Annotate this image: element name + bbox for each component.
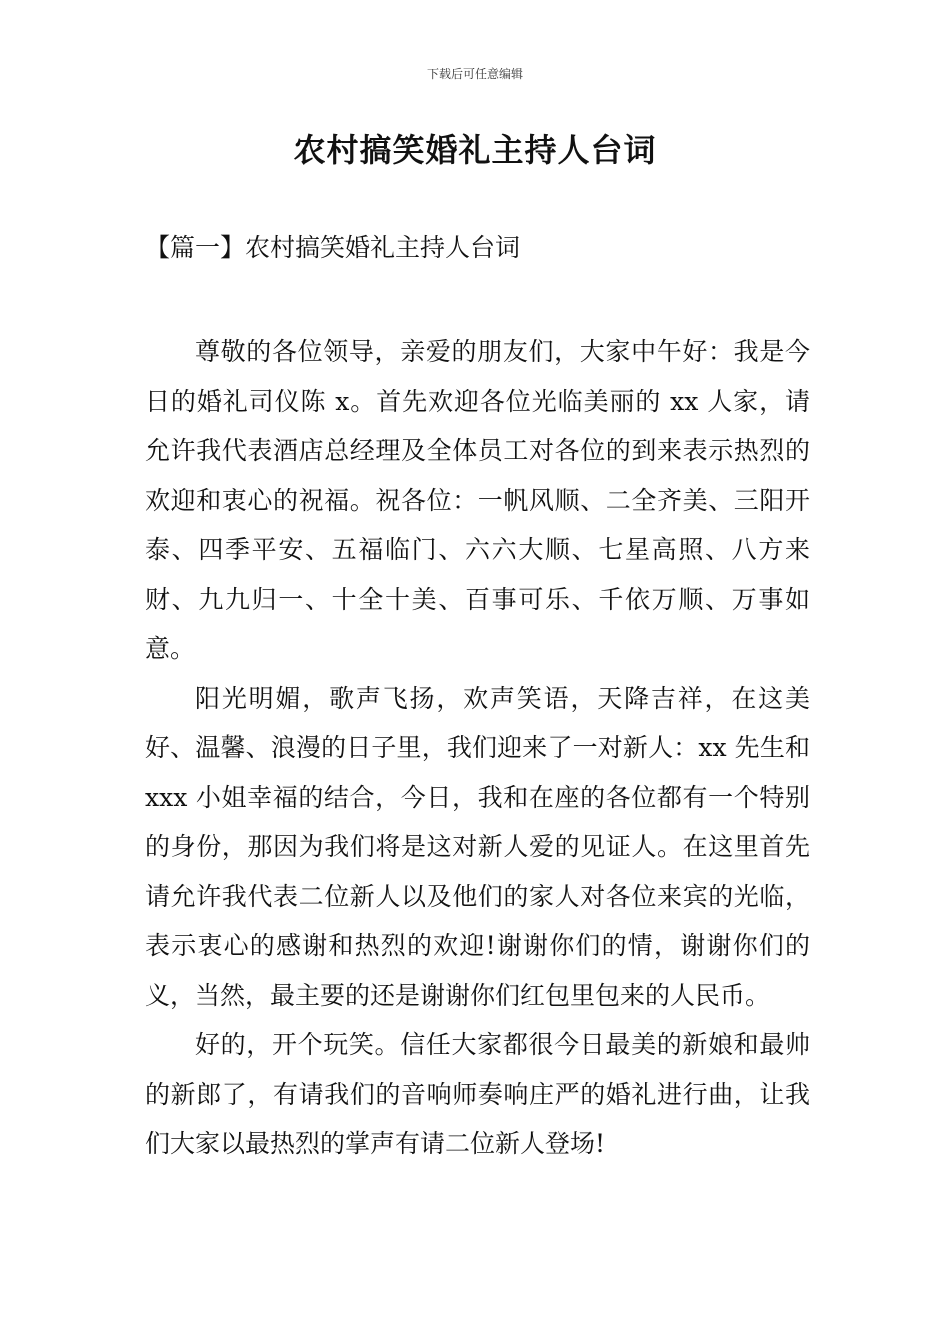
paragraph-2: 阳光明媚，歌声飞扬，欢声笑语，天降吉祥，在这美好、温馨、浪漫的日子里，我们迎来了一对新人：xx 先生和 xxx 小姐幸福的结合，今日，我和在座的各位都有一个特别的身份，那因为我们将是这对新人爱的见证人。在这里首先请允许我代表二位新人以及他们的家人对各位来宾的光临，表示衷心的感谢和热烈的欢迎!谢谢你们的情，谢谢你们的义，当然，最主要的还是谢谢你们红包里包来的人民币。 (145, 683, 810, 1010)
section-heading: 【篇一】农村搞笑婚礼主持人台词 (145, 233, 521, 262)
paragraph-3: 好的，开个玩笑。信任大家都很今日最美的新娘和最帅的新郎了，有请我们的音响师奏响庄严的婚礼进行曲，让我们大家以最热烈的掌声有请二位新人登场! (145, 1030, 810, 1158)
page-title: 农村搞笑婚礼主持人台词 (293, 131, 657, 169)
header-note: 下载后可任意编辑 (426, 67, 523, 81)
document-body (145, 327, 810, 1169)
paragraph-1: 尊敬的各位领导，亲爱的朋友们，大家中午好：我是今日的婚礼司仪陈 x。首先欢迎各位光临美丽的 xx 人家，请允许我代表酒店总经理及全体员工对各位的到来表示热烈的欢迎和衷心的祝福。祝各位：一帆风顺、二全齐美、三阳开泰、四季平安、五福临门、六六大顺、七星高照、八方来财、九九归一、十全十美、百事可乐、千依万顺、万事如意。 (145, 337, 810, 663)
